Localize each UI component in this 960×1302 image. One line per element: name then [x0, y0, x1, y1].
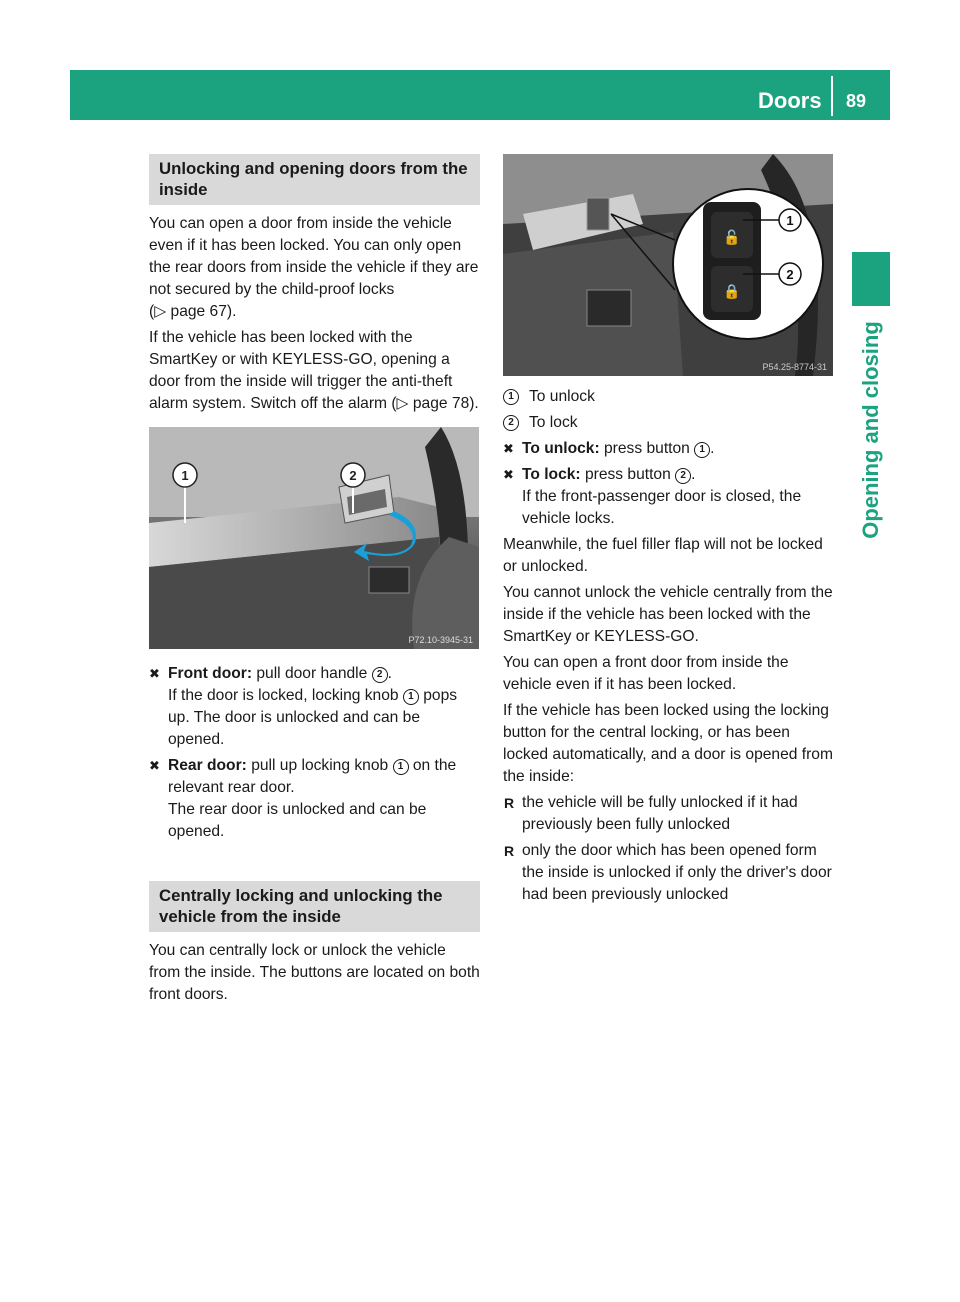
chapter-tab	[852, 308, 890, 552]
legend-item: 1 To unlock	[503, 386, 834, 408]
instruction-front-door: ✖ Front door: pull door handle 2 . If the door is locked, locking knob 1 pops up. The door is unlocked and can be opened.	[149, 665, 458, 748]
paragraph: If the vehicle has been locked using the locking button for the central locking, or has been locked automatically, and a door is opened from the inside:	[503, 702, 833, 785]
page-number: 89	[846, 91, 867, 111]
header-divider	[831, 76, 833, 116]
image-marker-1: 1	[786, 213, 794, 228]
image-code: P54.25-8774-31	[762, 362, 827, 372]
callout-2: 2	[675, 468, 691, 484]
door-handle-photo	[149, 427, 479, 649]
section-title: Doors	[758, 88, 822, 113]
callout-1: 1	[393, 759, 409, 775]
paragraph: If the vehicle has been locked with the SmartKey or with KEYLESS-GO, opening a door from the inside will trigger the anti-theft alarm system. Switch off the alarm (▷ page 78).	[149, 329, 479, 412]
paragraph: You cannot unlock the vehicle centrally from the inside if the vehicle has been locked with the SmartKey or KEYLESS-GO.	[503, 584, 833, 645]
section-heading-central-locking: Centrally locking and unlocking the vehicle from the inside	[149, 881, 480, 932]
callout-1: 1	[503, 389, 519, 405]
list-item: R only the door which has been opened form the inside is unlocked if only the driver's door had been previously unlocked	[504, 842, 832, 903]
image-marker-2: 2	[786, 267, 794, 282]
lock-buttons-photo	[503, 154, 833, 376]
paragraph: You can open a front door from inside the vehicle even if it has been locked.	[503, 654, 789, 693]
arrow-icon: ✖	[503, 467, 514, 482]
lock-icon: 🔒	[723, 284, 741, 300]
callout-2: 2	[503, 415, 519, 431]
paragraph: You can open a door from inside the vehicle even if it has been locked. You can only open the rear doors from inside the vehicle if they are not secured by the child-proof locks (▷ page 67).	[149, 215, 479, 320]
image-marker-1: 1	[181, 468, 189, 483]
instruction-rear-door: ✖ Rear door: pull up locking knob 1 on the relevant rear door. The rear door is unlocked and can be opened.	[149, 757, 457, 840]
unlock-icon: 🔓	[723, 230, 741, 246]
callout-1: 1	[403, 689, 419, 705]
right-column	[503, 154, 834, 910]
instruction-lock: ✖ To lock: press button 2 . If the front-passenger door is closed, the vehicle locks.	[503, 466, 802, 527]
arrow-icon: ✖	[149, 666, 160, 681]
arrow-icon: ✖	[149, 758, 160, 773]
image-code: P72.10-3945-31	[408, 635, 473, 645]
paragraph: You can centrally lock or unlock the vehicle from the inside. The buttons are located on both front doors.	[149, 942, 480, 1003]
page-reference[interactable]: (▷ page 67).	[149, 303, 237, 320]
callout-2: 2	[372, 667, 388, 683]
bullet-icon: R	[504, 795, 515, 811]
arrow-icon: ✖	[503, 441, 514, 456]
instruction-unlock: ✖ To unlock: press button 1 .	[503, 438, 834, 460]
legend-item: 2 To lock	[503, 412, 834, 434]
paragraph: Meanwhile, the fuel filler flap will not be locked or unlocked.	[503, 536, 823, 575]
left-column	[149, 154, 480, 1010]
bullet-icon: R	[504, 843, 515, 859]
section-heading-unlocking: Unlocking and opening doors from the inside	[149, 154, 480, 205]
callout-1: 1	[694, 442, 710, 458]
chapter-tab-label: Opening and closing	[858, 321, 883, 539]
side-tab-marker	[852, 252, 890, 306]
list-item: R the vehicle will be fully unlocked if it had previously been fully unlocked	[504, 794, 798, 833]
image-marker-2: 2	[349, 468, 357, 483]
